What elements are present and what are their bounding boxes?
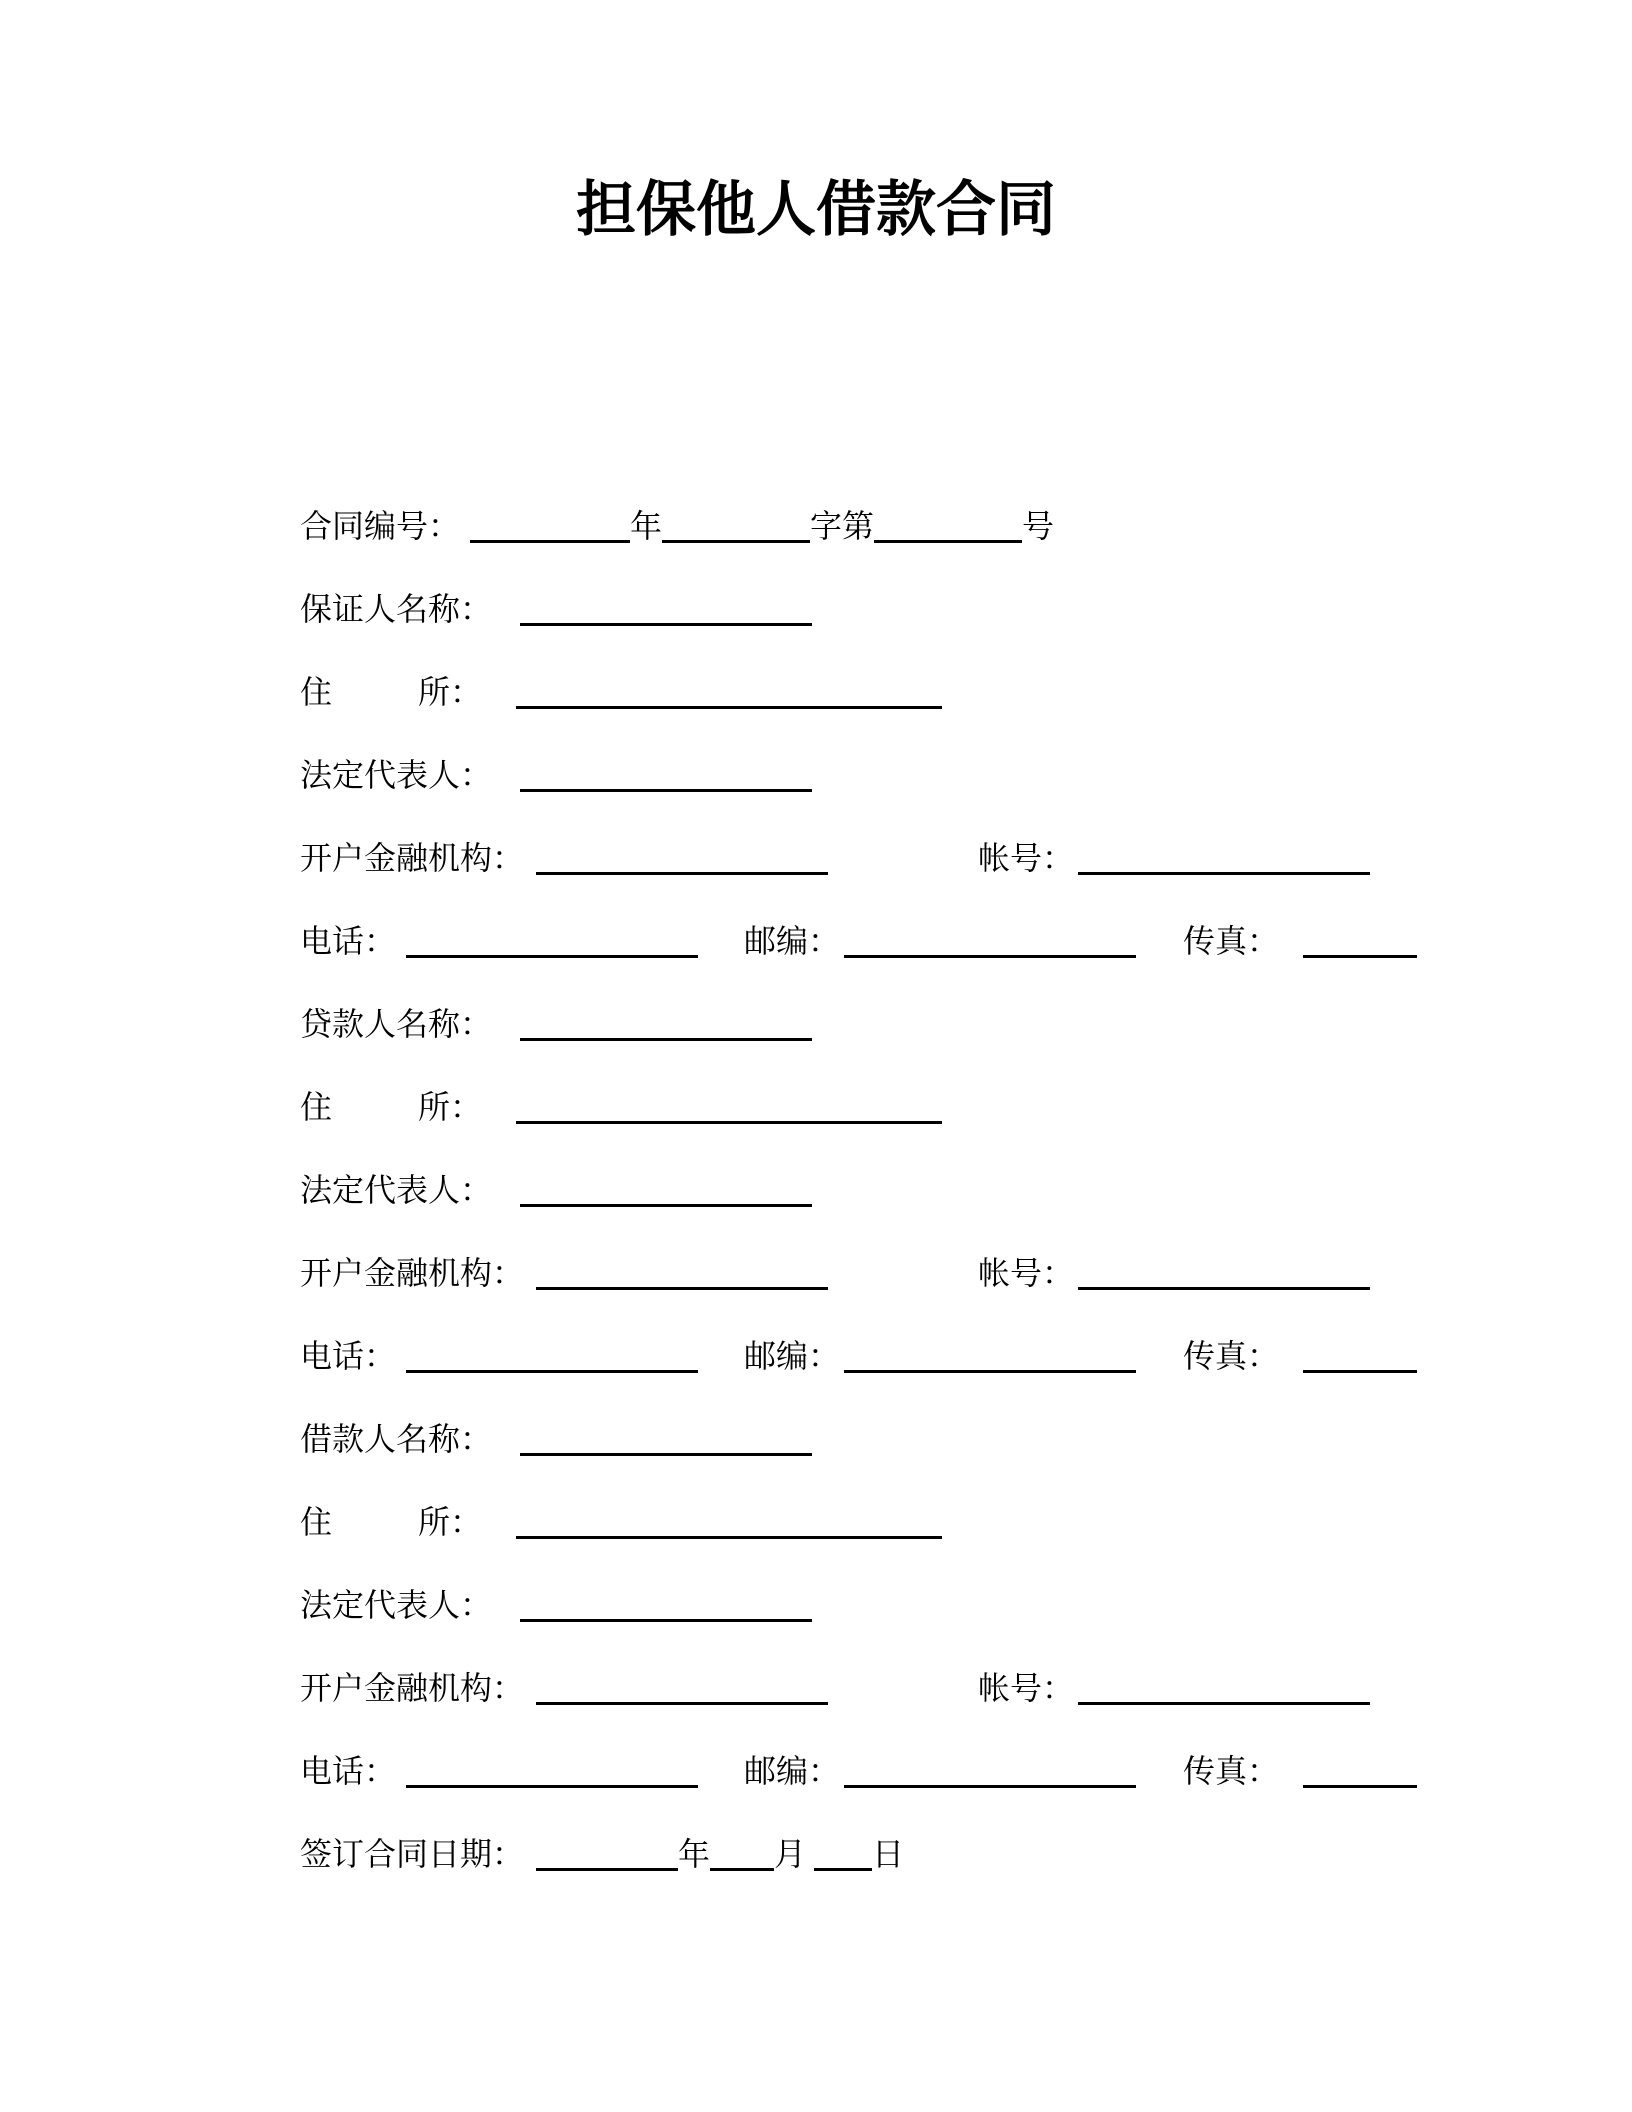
postal-label: 邮编：	[744, 923, 841, 959]
fax-label: 传真：	[1183, 1753, 1280, 1789]
account-label: 帐号：	[978, 1255, 1075, 1291]
bank-label: 开户金融机构：	[300, 1670, 525, 1706]
contract-number-label: 合同编号：	[300, 508, 461, 544]
signing-date-day-blank[interactable]	[814, 1868, 872, 1871]
phone-label: 电话：	[300, 1753, 397, 1789]
legal-rep-label: 法定代表人：	[300, 757, 493, 793]
borrower-address-row	[300, 1481, 1632, 1564]
lender-phone-row	[300, 1315, 1632, 1398]
contract-form	[300, 485, 1632, 1896]
series-prefix-label: 字第	[810, 508, 875, 544]
guarantor-legal-rep-blank[interactable]	[520, 789, 812, 792]
address-label	[300, 651, 482, 734]
guarantor-address-row	[300, 651, 1632, 734]
lender-name-blank[interactable]	[520, 1038, 812, 1041]
document-title: 担保他人借款合同	[576, 177, 1056, 243]
legal-rep-label: 法定代表人：	[300, 1587, 493, 1623]
lender-address-blank[interactable]	[516, 1121, 942, 1124]
borrower-bank-blank[interactable]	[536, 1702, 828, 1705]
borrower-account-blank[interactable]	[1078, 1702, 1370, 1705]
address-char-1: 住	[300, 1089, 333, 1125]
borrower-phone-row	[300, 1730, 1632, 1813]
lender-bank-blank[interactable]	[536, 1287, 828, 1290]
address-char-1: 住	[300, 674, 333, 710]
lender-name-row	[300, 983, 1632, 1066]
address-label	[300, 1481, 482, 1564]
number-suffix-label: 号	[1022, 508, 1055, 544]
contract-number-number-blank[interactable]	[874, 540, 1022, 543]
address-char-1: 住	[300, 1504, 333, 1540]
signing-date-label: 签订合同日期：	[300, 1836, 525, 1872]
guarantor-name-row	[300, 568, 1632, 651]
guarantor-account-blank[interactable]	[1078, 872, 1370, 875]
lender-postal-blank[interactable]	[844, 1370, 1136, 1373]
account-label: 帐号：	[978, 1670, 1075, 1706]
borrower-name-row	[300, 1398, 1632, 1481]
phone-label: 电话：	[300, 1338, 397, 1374]
bank-label: 开户金融机构：	[300, 1255, 525, 1291]
borrower-name-label: 借款人名称：	[300, 1421, 493, 1457]
postal-label: 邮编：	[744, 1338, 841, 1374]
address-char-2: 所：	[417, 1089, 482, 1125]
guarantor-bank-blank[interactable]	[536, 872, 828, 875]
signing-date-year-blank[interactable]	[536, 1868, 678, 1871]
account-label: 帐号：	[978, 840, 1075, 876]
lender-name-label: 贷款人名称：	[300, 1006, 493, 1042]
signing-date-month-blank[interactable]	[710, 1868, 774, 1871]
lender-fax-blank[interactable]	[1303, 1370, 1417, 1373]
guarantor-phone-row	[300, 900, 1632, 983]
postal-label: 邮编：	[744, 1753, 841, 1789]
year-label: 年	[678, 1836, 711, 1872]
bank-label: 开户金融机构：	[300, 840, 525, 876]
legal-rep-label: 法定代表人：	[300, 1172, 493, 1208]
lender-legal-rep-blank[interactable]	[520, 1204, 812, 1207]
fax-label: 传真：	[1183, 923, 1280, 959]
guarantor-name-blank[interactable]	[520, 623, 812, 626]
address-label	[300, 1066, 482, 1149]
month-label: 月	[774, 1836, 807, 1872]
guarantor-phone-blank[interactable]	[406, 955, 698, 958]
borrower-fax-blank[interactable]	[1303, 1785, 1417, 1788]
borrower-postal-blank[interactable]	[844, 1785, 1136, 1788]
lender-bank-row	[300, 1232, 1632, 1315]
guarantor-postal-blank[interactable]	[844, 955, 1136, 958]
guarantor-legal-rep-row	[300, 734, 1632, 817]
signing-date-row	[300, 1813, 1632, 1896]
borrower-address-blank[interactable]	[516, 1536, 942, 1539]
lender-account-blank[interactable]	[1078, 1287, 1370, 1290]
contract-number-row	[300, 485, 1632, 568]
lender-address-row	[300, 1066, 1632, 1149]
borrower-legal-rep-row	[300, 1564, 1632, 1647]
guarantor-address-blank[interactable]	[516, 706, 942, 709]
guarantor-bank-row	[300, 817, 1632, 900]
day-label: 日	[872, 1836, 905, 1872]
address-char-2: 所：	[417, 1504, 482, 1540]
phone-label: 电话：	[300, 923, 397, 959]
fax-label: 传真：	[1183, 1338, 1280, 1374]
contract-number-series-blank[interactable]	[662, 540, 810, 543]
contract-number-year-blank[interactable]	[470, 540, 630, 543]
guarantor-name-label: 保证人名称：	[300, 591, 493, 627]
borrower-phone-blank[interactable]	[406, 1785, 698, 1788]
guarantor-fax-blank[interactable]	[1303, 955, 1417, 958]
year-suffix-label: 年	[630, 508, 663, 544]
borrower-legal-rep-blank[interactable]	[520, 1619, 812, 1622]
address-char-2: 所：	[417, 674, 482, 710]
borrower-name-blank[interactable]	[520, 1453, 812, 1456]
borrower-bank-row	[300, 1647, 1632, 1730]
lender-legal-rep-row	[300, 1149, 1632, 1232]
lender-phone-blank[interactable]	[406, 1370, 698, 1373]
